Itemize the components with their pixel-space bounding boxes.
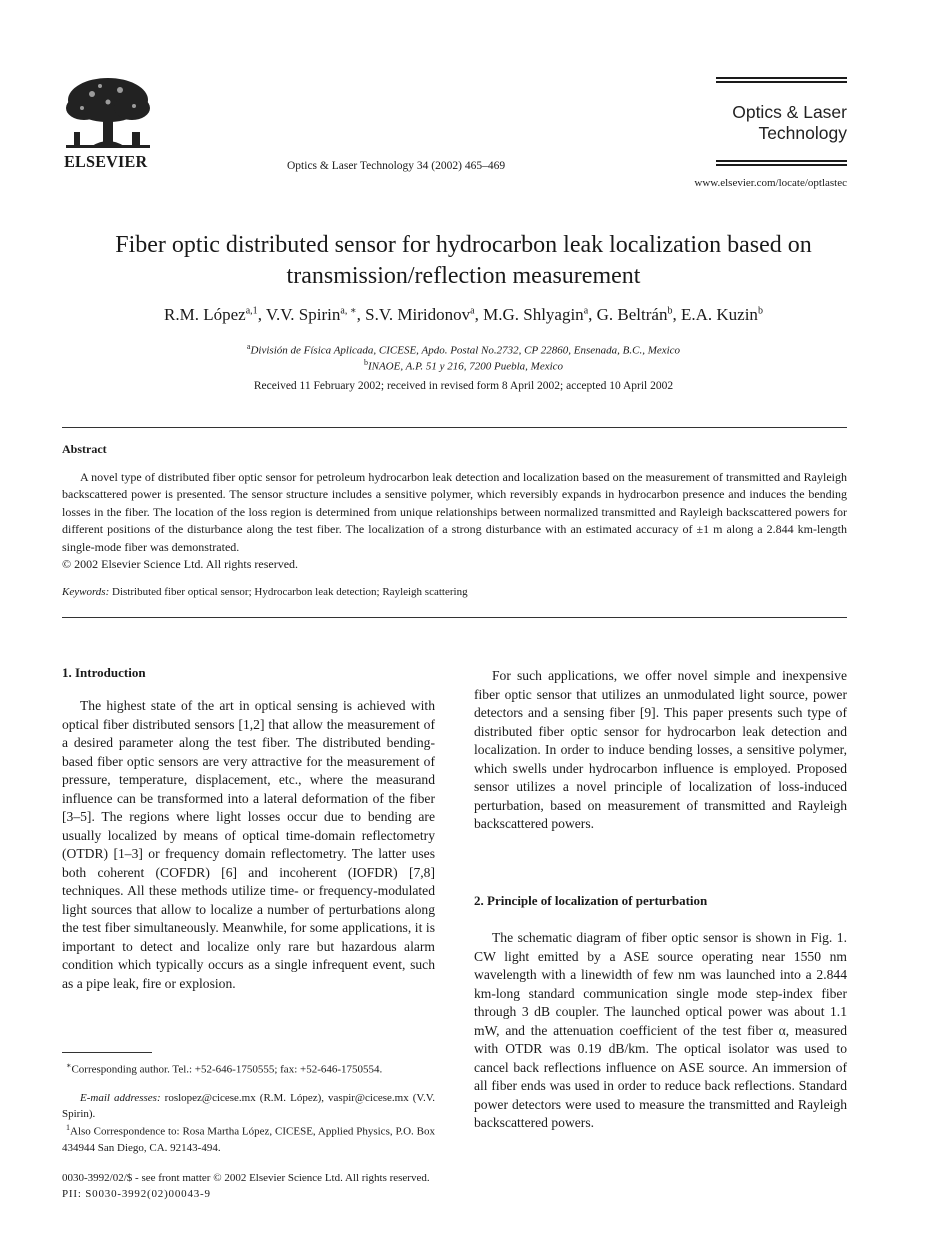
footnote-mark: 1 (66, 1123, 70, 1132)
abstract-body (62, 469, 847, 573)
paper-title-line: Fiber optic distributed sensor for hydrocarbon leak localization based on (115, 232, 812, 258)
author-name: S.V. Miridonov (365, 305, 471, 324)
keywords-label: Keywords: (62, 586, 110, 598)
author-name: V.V. Spirin (265, 305, 341, 324)
author-affiliation-mark: b (667, 305, 673, 317)
author-affiliation-mark: a,1 (245, 305, 258, 317)
footnote-text: Corresponding author. Tel.: +52-646-1750555; fax: +52-646-1750554. (71, 1063, 383, 1076)
paper-title-line: transmission/reflection measurement (286, 263, 641, 289)
keywords (62, 586, 468, 598)
section-heading-principle: 2. Principle of localization of perturbation (474, 893, 708, 908)
abstract-copyright: © 2002 Elsevier Science Ltd. All rights reserved. (62, 557, 299, 572)
paper-title (40, 230, 887, 292)
email-label: E-mail addresses: (80, 1092, 161, 1104)
journal-url[interactable]: www.elsevier.com/locate/optlastec (694, 177, 847, 189)
body-paragraph: For such applications, we offer novel simple and inexpensive fiber optic sensor that utilizes an unmodulated light source, power detectors and a sensing fiber [9]. This paper presents such type of distributed fiber optic sensor for hydrocarbon leak detection and localization. In order to induce bending losses, a sensitive polymer, which swells under hydrocarbon influence is employed. Proposed sensor utilizes a novel principle of localization of loss-induced perturbation, based on measurement of transmitted and Rayleigh backscattered powers. (474, 668, 847, 831)
footnote-divider (62, 1052, 152, 1053)
author-affiliation-mark: a (470, 305, 475, 317)
footnote-also (62, 1120, 435, 1156)
journal-title-line: Technology (758, 123, 847, 143)
author-name: G. Beltrán (596, 305, 668, 324)
footnote-text: Also Correspondence to: Rosa Martha López, CICESE, Applied Physics, P.O. Box 434944 San Diego, CA. 92143-494. (62, 1125, 435, 1154)
footnote-mark: ∗ (66, 1061, 72, 1070)
author-name: M.G. Shlyagin (483, 305, 584, 324)
author-affiliation-mark: a, ∗ (340, 305, 357, 317)
affiliation-mark: b (363, 358, 368, 367)
journal-citation: Optics & Laser Technology 34 (2002) 465–469 (287, 160, 506, 172)
affiliation-mark: a (246, 342, 251, 351)
received-dates: Received 11 February 2002; received in revised form 8 April 2002; accepted 10 April 2002 (253, 380, 674, 392)
journal-rule-bottom (716, 160, 847, 168)
keywords-text: Distributed fiber optical sensor; Hydrocarbon leak detection; Rayleigh scattering (112, 586, 468, 598)
affiliation-text: INAOE, A.P. 51 y 216, 7200 Puebla, Mexico (367, 360, 564, 373)
publisher-name: ELSEVIER (64, 152, 148, 171)
body-paragraph: The schematic diagram of fiber optic sensor is shown in Fig. 1. CW light emitted by a ASE source operating near 1550 nm wavelength with a linewidth of few nm was launched into a 2.844 km-long standard communication single mode step-index fiber through 3 dB coupler. The launched optical power was about 1.1 mW, and the attenuation coefficient of the test fiber α, measured with OTDR was 0.19 dB/km. The optical isolator was used to cancel back reflections influence on ASE source. An immersion of all fiber ends was used in order to reduce back reflections. Standard power detectors were used to measure the transmitted and Rayleigh backscattered powers. (474, 930, 847, 1130)
divider (62, 427, 847, 428)
affiliation (40, 358, 887, 373)
pii-line: PII: S0030-3992(02)00043-9 (62, 1188, 211, 1200)
abstract-text: A novel type of distributed fiber optic sensor for petroleum hydrocarbon leak detection and localization based on the measurement of transmitted and Rayleigh backscattered power is presented. The sensor structure includes a sensitive polymer, which reversibly expands in hydrocarbon presence and induces the bending losses in the fiber. The location of the loss region is determined from unique relationships between normalized transmitted and Rayleigh backscattered powers for different positions of the disturbance along the test fiber. The localization of a strong disturbance with an estimated accuracy of ±1 m along a 2.844 km-length single-mode fiber was demonstrated. (62, 470, 847, 554)
body-paragraph: The highest state of the art in optical sensing is achieved with optical fiber distributed sensors [1,2] that allow the measurement of a desired parameter along the test fiber. The distributed bending-based fiber optic sensors are very attractive for the measurement of pressure, temperature, displacement, etc., where the measurand influence can be transformed into a lateral deformation of the fiber [3–5]. The regions where light losses occur due to bending are usually localized by means of optical time-domain reflectometry (OTDR) [1–3] or frequency domain reflectometry. The latter uses both coherent (COFDR) [6] and incoherent (IOFDR) [7,8] techniques. All these methods utilize time- or frequency-modulated light sources that allow to localize a number of perturbations along the test fiber simultaneously. Meanwhile, for some applications, it is important to detect and localize only rare but hazardous alarm condition which typically occurs as a single infrequent event, such as a pipe leak, fire or explosion. (62, 698, 435, 991)
abstract-heading: Abstract (62, 442, 107, 456)
author-affiliation-mark: b (757, 305, 763, 317)
affiliation-text: División de Física Aplicada, CICESE, Apdo. Postal No.2732, CP 22860, Ensenada, B.C., Mexico (250, 344, 681, 357)
journal-title-line: Optics & Laser (732, 102, 847, 122)
author-name: R.M. López (164, 305, 246, 324)
author-list: R.M. López$^{a,1}$, V.V. Spirin$^{a, ∗}$, S.V. Miridonov$^a$, M.G. Shlyagin$^a$, G. Beltrán$^b$, E.A. Kuzin$^b$ (164, 305, 763, 324)
email-addresses[interactable]: roslopez@cicese.mx (R.M. López), vaspir@cicese.mx (V.V. Spirin). (62, 1092, 435, 1120)
journal-title (694, 102, 847, 144)
issn-line: 0030-3992/02/$ - see front matter © 2002 Elsevier Science Ltd. All rights reserved. (62, 1172, 430, 1184)
affiliation (40, 342, 887, 357)
footnote-corresponding (62, 1058, 435, 1078)
footnote-email (62, 1090, 435, 1122)
section-heading-introduction: 1. Introduction (62, 665, 146, 680)
journal-rule-top (716, 77, 847, 85)
author-affiliation-mark: a (583, 305, 589, 317)
divider (62, 617, 847, 618)
author-name: E.A. Kuzin (680, 305, 758, 324)
